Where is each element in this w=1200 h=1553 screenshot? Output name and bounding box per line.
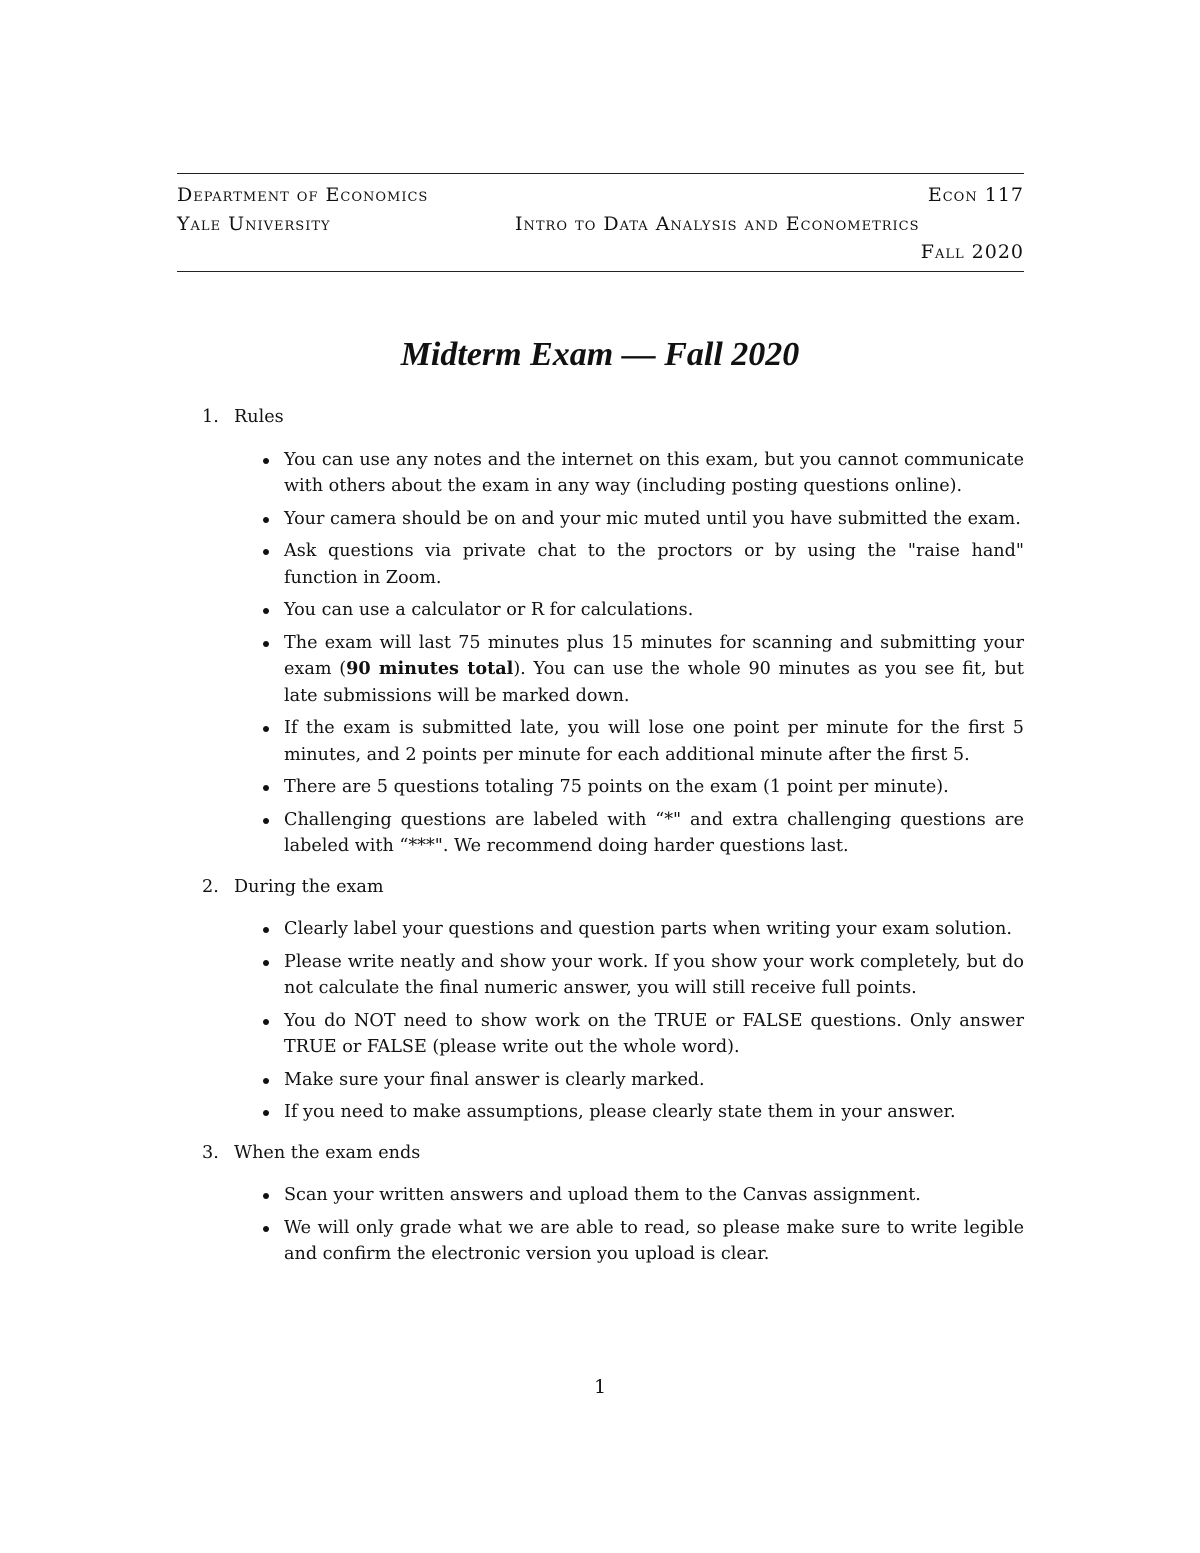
bullet-icon (263, 549, 269, 555)
list-item (284, 949, 1024, 1002)
page-number: 1 (593, 1376, 607, 1398)
header-bottom-rule (177, 271, 1024, 272)
list-item (284, 506, 1024, 533)
bullet-icon (263, 608, 269, 614)
bullet-icon (263, 517, 269, 523)
list-item-text: There are 5 questions totaling 75 points on the exam (1 point per minute). (284, 777, 949, 797)
bullet-icon (263, 1078, 269, 1084)
header-top-rule (177, 173, 1024, 174)
list-item-text: ). You can use the whole 90 minutes as you see fit, but late submissions will be marked down. (284, 659, 1024, 706)
exam-ends-list (202, 1182, 1024, 1268)
bullet-icon (263, 726, 269, 732)
list-item (284, 807, 1024, 860)
list-item-text: Ask questions via private chat to the proctors or by using the "raise hand" function in Zoom. (284, 541, 1024, 588)
list-item (284, 1099, 1024, 1126)
list-item-text: Make sure your final answer is clearly marked. (284, 1069, 705, 1090)
list-item (284, 1008, 1024, 1061)
list-item (284, 538, 1024, 591)
list-item-text: Challenging questions are labeled with “*" and extra challenging questions are labeled with “***". We recommend doing harder questions last. (284, 809, 1024, 856)
bullet-icon (263, 785, 269, 791)
section-title: Rules (234, 407, 284, 427)
list-item-text: You do NOT need to show work on the TRUE or FALSE questions. Only answer TRUE or FALSE (please write out the whole word). (284, 1010, 1024, 1057)
bullet-icon (263, 1110, 269, 1116)
bullet-icon (263, 1226, 269, 1232)
section-title: When the exam ends (234, 1142, 421, 1163)
list-item-text: Please write neatly and show your work. If you show your work completely, but do not calculate the final numeric answer, you will still receive full points. (284, 951, 1024, 998)
rules-list (202, 447, 1024, 860)
emphasis-text: 90 minutes total (346, 658, 514, 679)
list-item (284, 1182, 1024, 1209)
during-exam-list (202, 916, 1024, 1126)
list-item-text: You can use a calculator or R for calculations. (284, 600, 694, 620)
university-name: Yale University (177, 213, 331, 235)
bullet-icon (263, 1019, 269, 1025)
list-item (284, 715, 1024, 768)
department-name: Department of Economics (177, 184, 429, 206)
section-number: 2. (202, 876, 219, 897)
bullet-icon (263, 960, 269, 966)
term: Fall 2020 (920, 241, 1024, 263)
course-title: Intro to Data Analysis and Econometrics (515, 213, 920, 235)
list-item-text: If the exam is submitted late, you will lose one point per minute for the first 5 minutes, and 2 points per minute for each additional minute after the first 5. (284, 718, 1024, 765)
bullet-icon (263, 927, 269, 933)
section-exam-ends (202, 1140, 1024, 1268)
list-item (284, 774, 1024, 801)
list-item (284, 1067, 1024, 1094)
list-item (284, 630, 1024, 710)
section-number: 1. (202, 407, 219, 427)
list-item-text: Clearly label your questions and question parts when writing your exam solution. (284, 919, 1012, 939)
list-item (284, 447, 1024, 500)
bullet-icon (263, 458, 269, 464)
list-item-text: Scan your written answers and upload them to the Canvas assignment. (284, 1185, 921, 1205)
section-heading (202, 404, 1024, 431)
section-during-exam (202, 874, 1024, 1126)
exam-title: Midterm Exam — Fall 2020 (400, 336, 800, 373)
bullet-icon (263, 818, 269, 824)
section-title: During the exam (234, 876, 384, 897)
list-item (284, 597, 1024, 624)
bullet-icon (263, 641, 269, 647)
list-item-text: If you need to make assumptions, please clearly state them in your answer. (284, 1102, 956, 1122)
bullet-icon (263, 1193, 269, 1199)
section-heading (202, 1140, 1024, 1167)
section-number: 3. (202, 1142, 219, 1163)
list-item (284, 916, 1024, 943)
list-item-text: You can use any notes and the internet on this exam, but you cannot communicate with others about the exam in any way (including posting questions online). (284, 449, 1024, 496)
list-item-text: We will only grade what we are able to read, so please make sure to write legible and confirm the electronic version you upload is clear. (284, 1217, 1024, 1264)
section-heading (202, 874, 1024, 901)
list-item (284, 1215, 1024, 1268)
instructions (202, 404, 1024, 1282)
section-rules (202, 404, 1024, 860)
course-code: Econ 117 (927, 184, 1024, 206)
list-item-text: Your camera should be on and your mic muted until you have submitted the exam. (284, 508, 1021, 529)
list-item-text: The exam will last 75 minutes plus 15 minutes for scanning and submitting your exam ( (284, 632, 1024, 679)
